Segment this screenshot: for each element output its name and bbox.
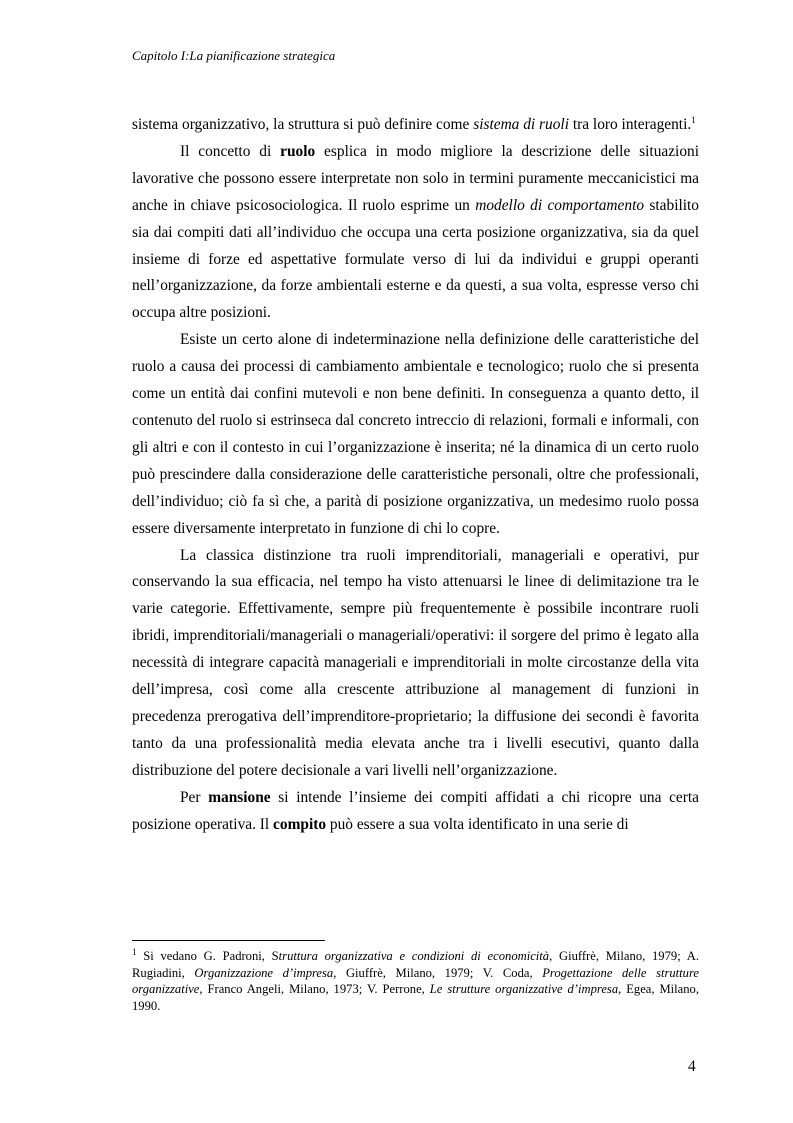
paragraph-3: Esiste un certo alone di indeterminazione nella definizione delle caratteristiche del ruolo a causa dei processi di cambiamento ambientale e tecnologico; ruolo che si presenta come un entità dai confini mutevoli e non bene definiti. In conseguenza a quanto detto, il contenuto del ruolo si estrinseca dal concreto intreccio di relazioni, formali e informali, con gli altri e con il contesto in cui l’organizzazione è inserita; né la dinamica di un certo ruolo può prescindere dalla considerazione delle caratteristiche personali, oltre che professionali, dell’individuo; ciò fa sì che, a parità di posizione organizzativa, un medesimo ruolo possa essere diversamente interpretato in funzione di chi lo copre. <box>132 331 699 537</box>
term-mansione: mansione <box>208 788 271 806</box>
paragraph-1: sistema organizzativo, la struttura si può definire come sistema di ruoli tra loro interagenti.$^1$ <box>132 114 696 133</box>
body-text <box>132 112 699 838</box>
page-number: 4 <box>688 1058 696 1075</box>
term-ruolo: ruolo <box>280 142 316 160</box>
footnote-reference[interactable]: 1 <box>691 114 696 125</box>
paragraph-4: La classica distinzione tra ruoli imprenditoriali, manageriali e operativi, pur conservando la sua efficacia, nel tempo ha visto attenuarsi le linee di delimitazione tra le varie categorie. Effettivamente, sempre più frequentemente è possibile incontrare ruoli ibridi, imprenditoriali/manageriali o manageriali/operativi: il sorgere del primo è legato alla necessità di integrare capacità manageriali e imprenditoriali in molte circostanze della vita dell’impresa, così come alla crescente attribuzione al management di funzioni in precedenza prerogativa dell’imprenditore-proprietario; la diffusione dei secondi è favorita tanto da una professionalità media elevata anche tra i livelli esecutivi, quanto dalla distribuzione del potere decisionale a vari livelli nell’organizzazione. <box>132 546 699 779</box>
footnote <box>132 948 699 1014</box>
footnote-separator <box>132 940 325 941</box>
footnote-number: 1 <box>132 946 137 957</box>
running-header: Capitolo I:La pianificazione strategica <box>132 48 336 63</box>
emphasis-sistema-di-ruoli: sistema di ruoli <box>473 116 569 133</box>
footnote-text: $^1$ Si vedano G. Padroni, Struttura organizzativa e condizioni di economicità, Giuffrè, Milano, 1979; A. Rugiadini, Organizzazione d’impresa, Giuffrè, Milano, 1979; V. Coda, Progettazione delle strutture organizzative, Franco Angeli, Milano, 1973; V. Perrone, Le strutture organizzative d’impresa, Egea, Milano, 1990. <box>132 946 700 1013</box>
term-compito: compito <box>273 815 327 833</box>
paragraph-2: Il concetto di ruolo esplica in modo migliore la descrizione delle situazioni lavorative che possono essere interpretate non solo in termini puramente meccanicistici ma anche in chiave psicosociologica. Il ruolo esprime un modello di comportamento stabilito sia dai compiti dati all’individuo che occupa una certa posizione organizzativa, sia da quel insieme di forze ed aspettative formulate verso di lui da individui e gruppi operanti nell’organizzazione, da forze ambientali esterne e da questi, a sua volta, espresse verso chi occupa altre posizioni. <box>132 142 700 322</box>
emphasis-modello-di-comportamento: modello di comportamento <box>475 196 645 214</box>
paragraph-5: Per mansione si intende l’insieme dei compiti affidati a chi ricopre una certa posizione operativa. Il compito può essere a sua volta identificato in una serie di <box>132 788 699 833</box>
